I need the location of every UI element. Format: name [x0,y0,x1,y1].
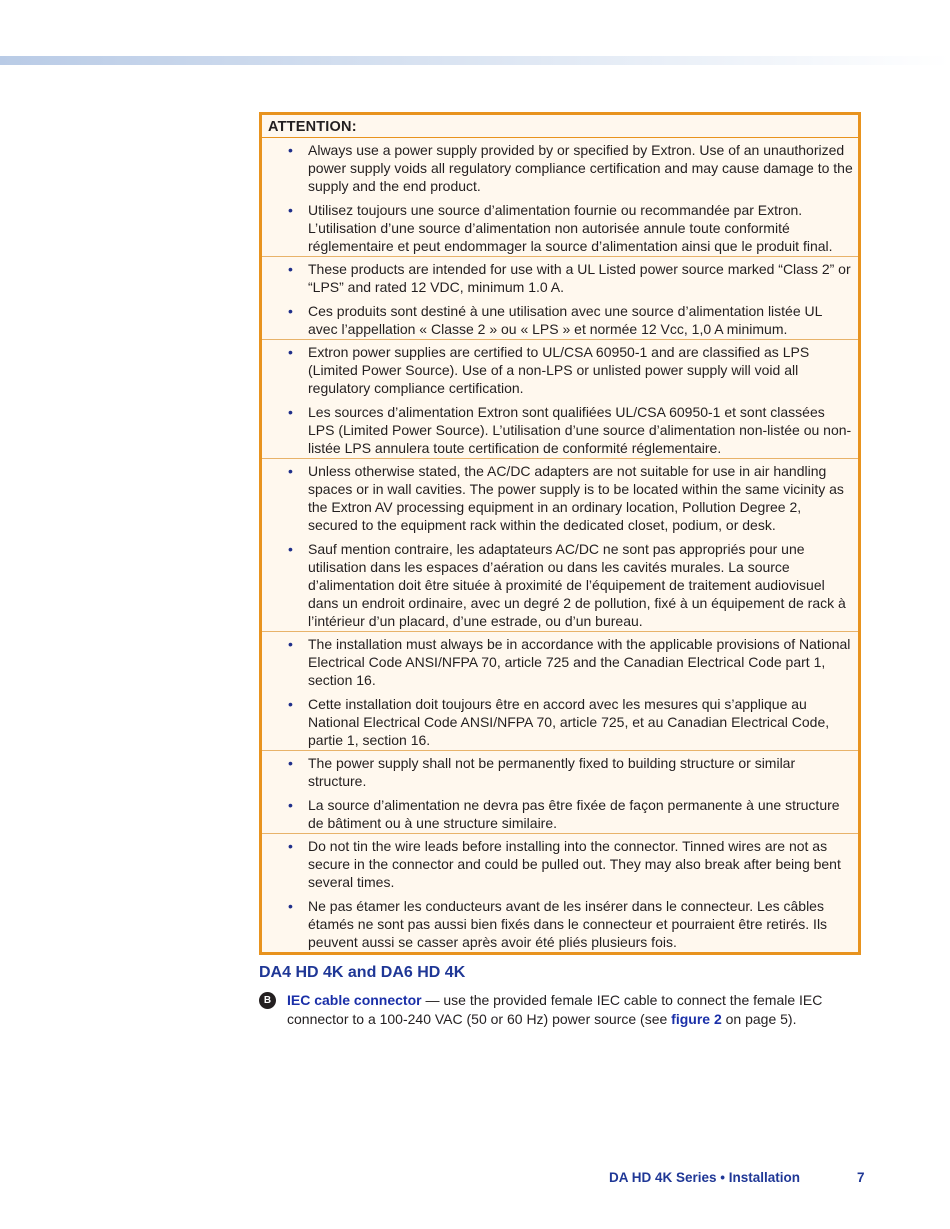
bullet-item [262,754,858,790]
iec-connector-paragraph [259,991,859,1029]
bullet-icon: • [288,541,293,557]
attention-group [262,256,858,338]
bullet-item [262,343,858,397]
bullet-text: Les sources d’alimentation Extron sont qualifiées UL/CSA 60950-1 et sont classées LPS (Limited Power Source). L’utilisation d’une source d’alimentation non-listée ou non-listée LPS annulera toute certification de conformité réglementaire. [308,404,852,456]
footer-title: DA HD 4K Series • Installation [609,1170,801,1185]
iec-text-after-link: on page 5). [721,1011,797,1027]
bullet-text: These products are intended for use with a UL Listed power source marked “Class 2” or “LPS” and rated 12 VDC, minimum 1.0 A. [308,261,851,295]
bullet-text: Cette installation doit toujours être en accord avec les mesures qui s’applique au National Electrical Code ANSI/NFPA 70, article 725, et au Canadian Electrical Code, partie 1, section 16. [308,696,830,748]
attention-group [262,458,858,630]
bullet-text: Ne pas étamer les conducteurs avant de les insérer dans le connecteur. Les câbles étamés ne sont pas aussi bien fixés dans le connecteur et pourraient être retirés. Ils peuvent aussi se casser après avoir été pliés plusieurs fois. [308,898,828,950]
bullet-list [262,141,858,255]
bullet-icon: • [288,898,293,914]
attention-groups [262,138,858,951]
bullet-item [262,201,858,255]
bullet-item [262,540,858,630]
bullet-icon: • [288,142,293,158]
bullet-text: Utilisez toujours une source d’alimentation fournie ou recommandée par Extron. L’utilisation d’une source d’alimentation non autorisée annule toute conformité réglementaire et peut endommager la source d’alimentation ainsi que le produit final. [308,202,833,254]
callout-badge: B [259,992,276,1009]
bullet-list [262,462,858,630]
bullet-item [262,897,858,951]
bullet-list [262,260,858,338]
bullet-icon: • [288,463,293,479]
attention-title: ATTENTION: [262,115,858,138]
attention-group [262,138,858,255]
bullet-item [262,635,858,689]
bullet-text: The installation must always be in accordance with the applicable provisions of National Electrical Code ANSI/NFPA 70, article 725 and the Canadian Electrical Code part 1, section 16. [308,636,851,688]
attention-group [262,833,858,951]
bullet-item [262,302,858,338]
bullet-text: Always use a power supply provided by or specified by Extron. Use of an unauthorized power supply voids all regulatory compliance certification and may cause damage to the supply and the end product. [308,142,853,194]
bullet-icon: • [288,838,293,854]
figure-2-link[interactable]: figure 2 [671,1011,722,1027]
bullet-icon: • [288,797,293,813]
bullet-item [262,462,858,534]
iec-connector-text [259,991,859,1029]
bullet-icon: • [288,344,293,360]
bullet-list [262,343,858,457]
bullet-text: Extron power supplies are certified to UL/CSA 60950-1 and are classified as LPS (Limited Power Source). Use of a non-LPS or unlisted power supply will void all regulatory compliance certification. [308,344,810,396]
section-heading: DA4 HD 4K and DA6 HD 4K [259,964,466,981]
bullet-text: Unless otherwise stated, the AC/DC adapters are not suitable for use in air handling spaces or in wall cavities. The power supply is to be located within the same vicinity as the Extron AV processing equipment in an ordinary location, Pollution Degree 2, secured to the equipment rack within the dedicated closet, podium, or desk. [308,463,844,533]
bullet-icon: • [288,202,293,218]
bullet-item [262,695,858,749]
bullet-item [262,403,858,457]
attention-box [259,112,861,955]
bullet-list [262,837,858,951]
attention-group [262,339,858,457]
bullet-list [262,754,858,832]
bullet-icon: • [288,696,293,712]
bullet-icon: • [288,261,293,277]
page-number: 7 [857,1170,865,1185]
bullet-text: Sauf mention contraire, les adaptateurs AC/DC ne sont pas appropriés pour une utilisation dans les espaces d’aération ou dans les cavités murales. La source d’alimentation doit être située à proximité de l’équipement de traitement audiovisuel dans un endroit ordinaire, avec un degré 2 de pollution, fixé à un équipement de rack à l’intérieur d’un placard, d’une estrade, ou d’un bureau. [308,541,846,629]
iec-connector-term: IEC cable connector [287,992,422,1008]
bullet-item [262,796,858,832]
bullet-text: Ces produits sont destiné à une utilisation avec une source d’alimentation listée UL avec l’appellation « Classe 2 » ou « LPS » et normée 12 Vcc, 1,0 A minimum. [308,303,822,337]
header-gradient-bar [0,56,950,65]
bullet-item [262,141,858,195]
attention-group [262,750,858,832]
bullet-item [262,837,858,891]
bullet-text: La source d’alimentation ne devra pas être fixée de façon permanente à une structure de bâtiment ou à une structure similaire. [308,797,840,831]
bullet-icon: • [288,755,293,771]
bullet-icon: • [288,404,293,420]
bullet-text: Do not tin the wire leads before installing into the connector. Tinned wires are not as secure in the connector and could be pulled out. They may also break after being bent several times. [308,838,841,890]
bullet-icon: • [288,303,293,319]
bullet-item [262,260,858,296]
bullet-icon: • [288,636,293,652]
bullet-text: The power supply shall not be permanently fixed to building structure or similar structure. [308,755,796,789]
bullet-list [262,635,858,749]
attention-group [262,631,858,749]
iec-text-before-link: — use the provided female IEC cable to connect the female IEC connector to a 100-240 VAC (50 or 60 Hz) power source (see [287,992,823,1027]
